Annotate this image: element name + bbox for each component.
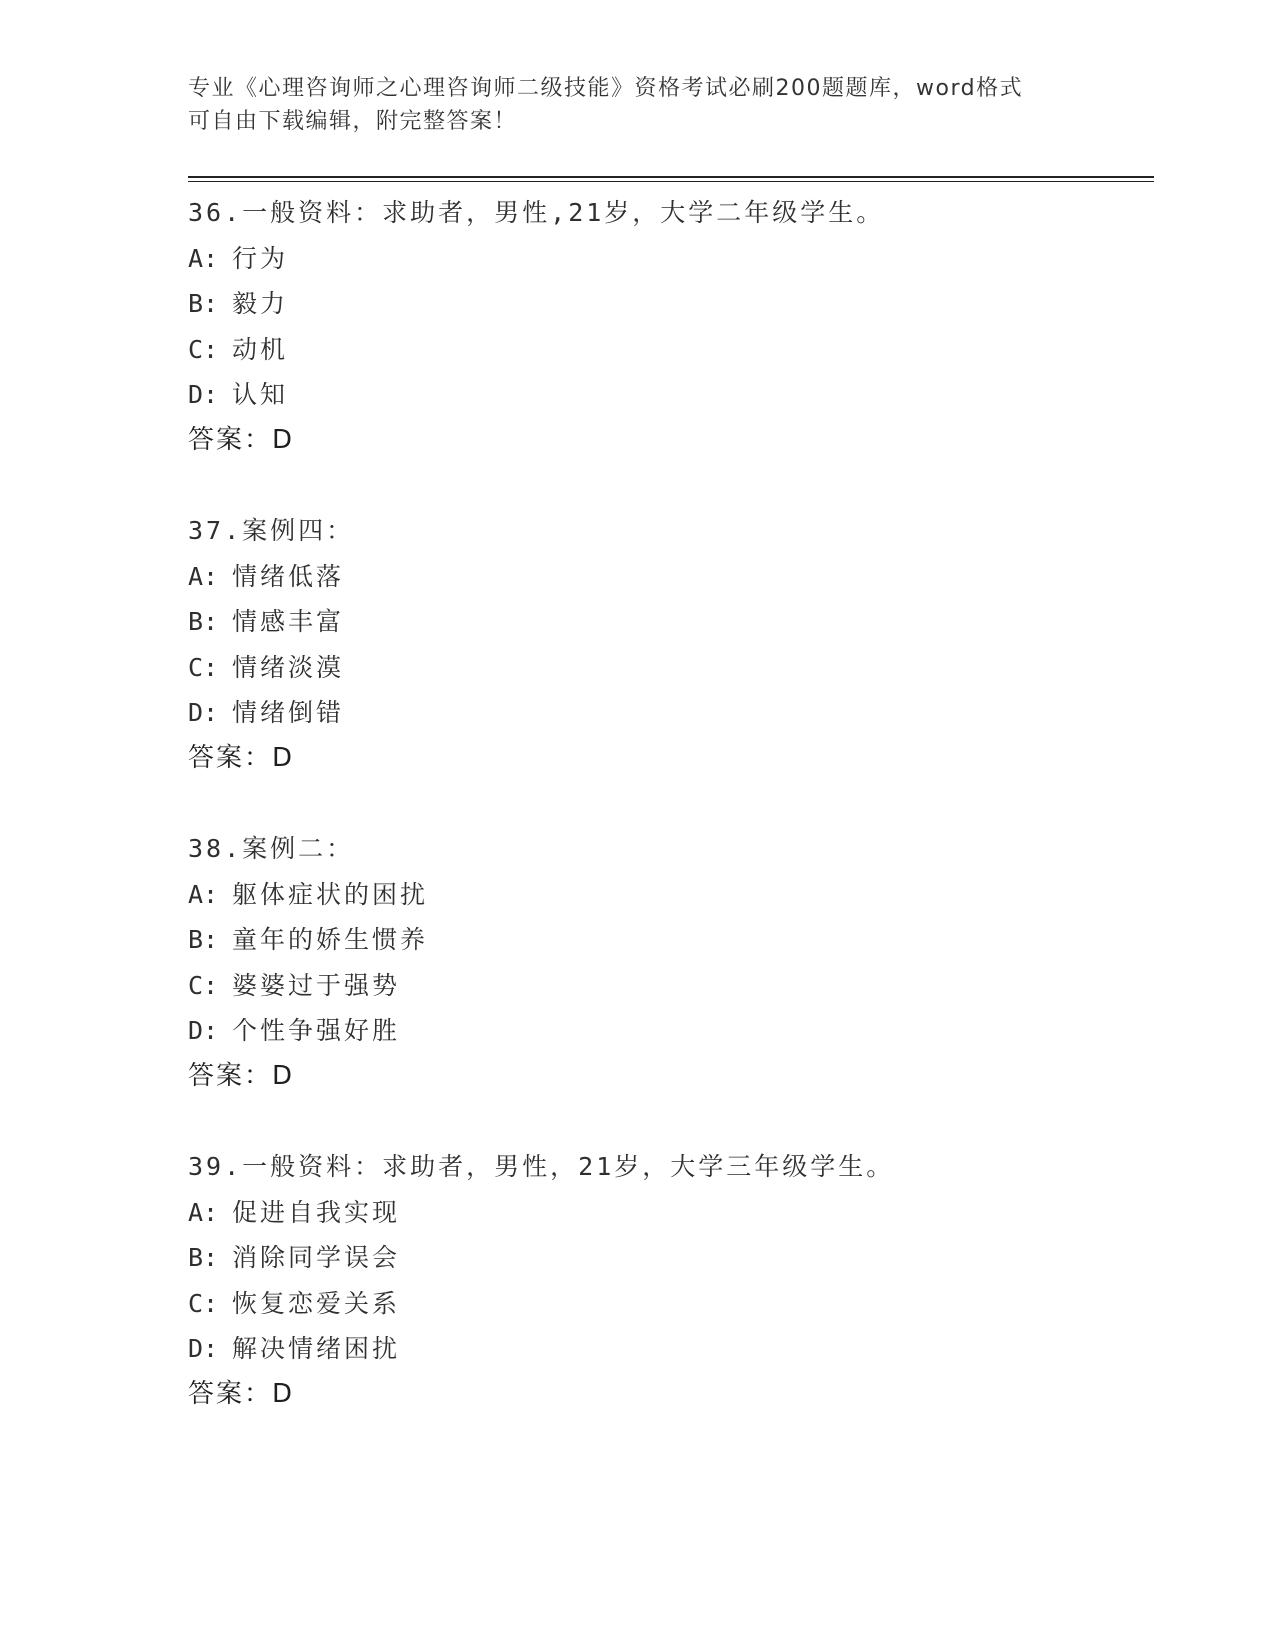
option-c — [188, 1281, 1148, 1327]
option-d — [188, 372, 1148, 418]
question-stem: 38.案例二： — [188, 834, 355, 863]
answer-line: 答案：D — [188, 742, 295, 773]
option-a — [188, 872, 1148, 918]
option-text: 恢复恋爱关系 — [232, 1288, 401, 1318]
option-key: D: — [188, 1334, 219, 1363]
option-c — [188, 963, 1148, 1009]
question-block — [188, 190, 1148, 463]
option-text: 毅力 — [232, 289, 289, 318]
option-d — [188, 1326, 1148, 1372]
option-key: C: — [188, 652, 219, 682]
option-d — [188, 1008, 1148, 1054]
option-text: 解决情绪困扰 — [232, 1334, 401, 1363]
option-key: A: — [188, 243, 219, 273]
answer-line: 答案：D — [188, 1060, 295, 1091]
option-key: B: — [188, 1243, 219, 1272]
header-divider-thick — [188, 176, 1154, 178]
option-key: A: — [188, 879, 219, 909]
option-key: C: — [188, 334, 219, 364]
document-header — [188, 72, 1088, 138]
question-block — [188, 508, 1148, 781]
option-c — [188, 327, 1148, 373]
option-key: A: — [188, 561, 219, 591]
option-text: 躯体症状的困扰 — [232, 879, 429, 909]
question-stem: 37.案例四： — [188, 516, 355, 545]
option-text: 动机 — [232, 334, 289, 364]
answer-line: 答案：D — [188, 424, 295, 455]
option-key: C: — [188, 970, 219, 1000]
header-divider-thin — [188, 181, 1154, 182]
option-text: 情绪倒错 — [232, 698, 345, 727]
option-b — [188, 917, 1148, 963]
option-a — [188, 236, 1148, 282]
option-b — [188, 599, 1148, 645]
option-b — [188, 1235, 1148, 1281]
option-key: D: — [188, 380, 219, 409]
option-a — [188, 1190, 1148, 1236]
option-text: 促进自我实现 — [232, 1197, 401, 1227]
option-b — [188, 281, 1148, 327]
option-key: D: — [188, 1016, 219, 1045]
option-text: 情绪低落 — [232, 561, 345, 591]
question-stem: 36.一般资料：求助者，男性,21岁，大学二年级学生。 — [188, 198, 885, 227]
option-text: 行为 — [232, 243, 289, 273]
option-text: 婆婆过于强势 — [232, 970, 401, 1000]
option-a — [188, 554, 1148, 600]
option-key: C: — [188, 1288, 219, 1318]
option-text: 认知 — [232, 380, 289, 409]
option-text: 个性争强好胜 — [232, 1016, 401, 1045]
question-block — [188, 1144, 1148, 1417]
option-d — [188, 690, 1148, 736]
option-c — [188, 645, 1148, 691]
answer-line: 答案：D — [188, 1378, 295, 1409]
question-stem: 39.一般资料：求助者，男性，21岁，大学三年级学生。 — [188, 1152, 895, 1181]
option-key: B: — [188, 925, 219, 954]
option-key: D: — [188, 698, 219, 727]
option-text: 情感丰富 — [232, 607, 345, 636]
option-key: B: — [188, 289, 219, 318]
header-line-2: 可自由下载编辑，附完整答案！ — [188, 109, 518, 134]
option-text: 童年的娇生惯养 — [232, 925, 429, 954]
option-text: 消除同学误会 — [232, 1243, 401, 1272]
option-text: 情绪淡漠 — [232, 652, 345, 682]
header-line-1: 专业《心理咨询师之心理咨询师二级技能》资格考试必刷200题题库，word格式 — [188, 76, 1024, 101]
question-block — [188, 826, 1148, 1099]
option-key: B: — [188, 607, 219, 636]
option-key: A: — [188, 1197, 219, 1227]
